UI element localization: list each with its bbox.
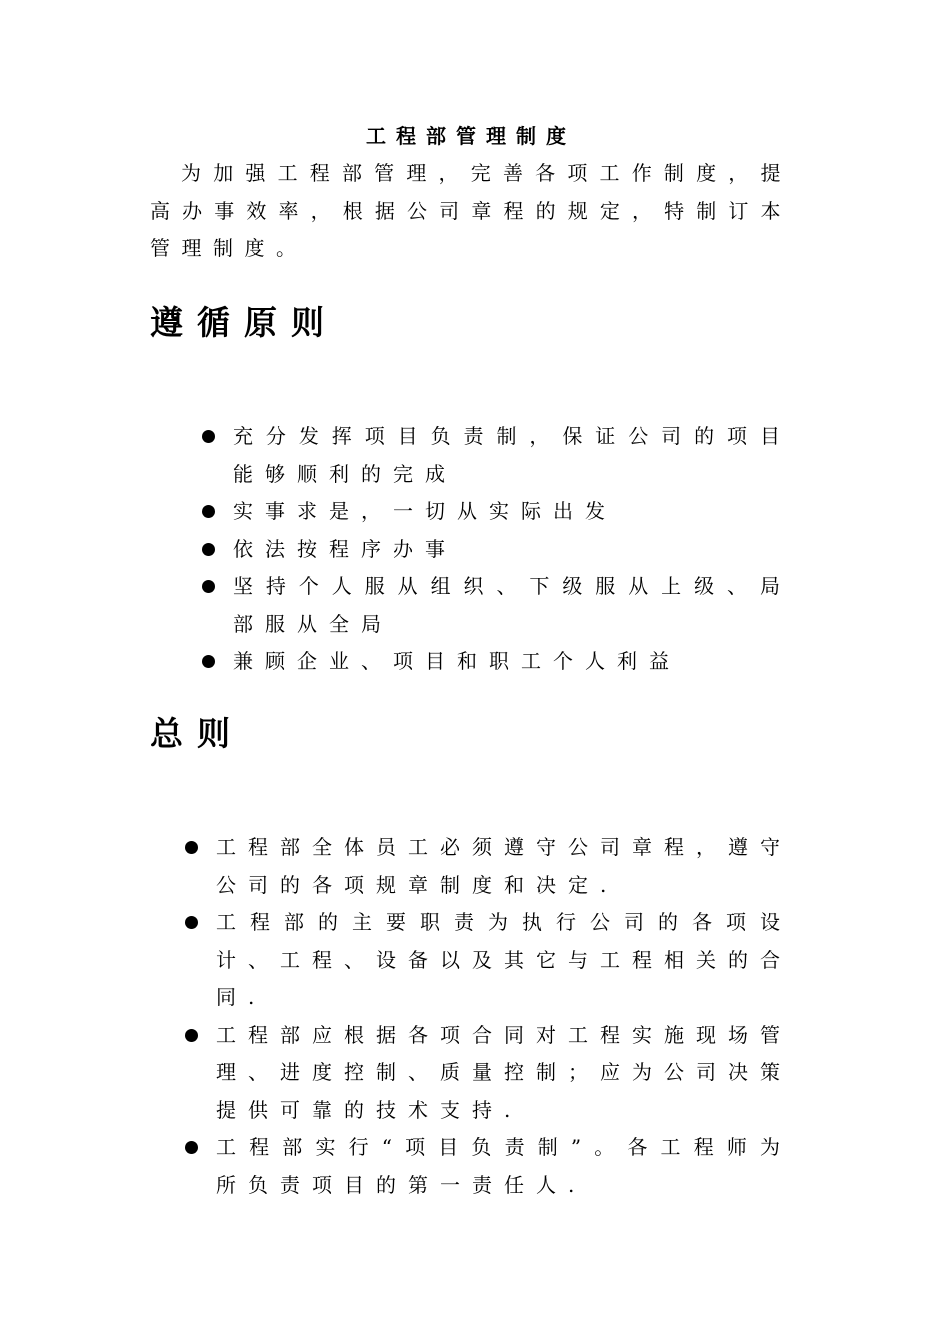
list-item xyxy=(200,418,792,493)
list-item-text: 工程部实行“项目负责制”。各工程师为所负责项目的第一责任人. xyxy=(216,1135,792,1197)
list-item xyxy=(183,829,792,904)
bullet-dot-icon xyxy=(185,1141,198,1154)
general-rules-list xyxy=(183,829,792,1204)
bullet-dot-icon xyxy=(185,841,198,854)
section-heading-general: 总则 xyxy=(150,714,244,753)
principles-list xyxy=(200,418,792,681)
intro-paragraph: 为加强工程部管理，完善各项工作制度，提高办事效率，根据公司章程的规定，特制订本管理制度。 xyxy=(150,161,792,260)
bullet-dot-icon xyxy=(202,505,215,518)
list-item xyxy=(183,904,792,1017)
list-item-text: 工程部全体员工必须遵守公司章程，遵守公司的各项规章制度和决定. xyxy=(216,835,792,897)
bullet-dot-icon xyxy=(202,580,215,593)
list-item-text: 充分发挥项目负责制，保证公司的项目能够顺利的完成 xyxy=(233,424,792,486)
document-title: 工程部管理制度 xyxy=(366,124,576,148)
bullet-dot-icon xyxy=(185,1029,198,1042)
list-item xyxy=(200,493,792,531)
list-item-text: 兼顾企业、项目和职工个人利益 xyxy=(233,649,681,673)
list-item xyxy=(200,531,792,569)
list-item-text: 实事求是，一切从实际出发 xyxy=(233,499,617,523)
list-item-text: 工程部应根据各项合同对工程实施现场管理、进度控制、质量控制；应为公司决策提供可靠的技术支持. xyxy=(216,1022,792,1122)
section-heading-principles: 遵循原则 xyxy=(150,303,338,342)
list-item-text: 依法按程序办事 xyxy=(233,536,457,561)
bullet-dot-icon xyxy=(202,430,215,443)
bullet-dot-icon xyxy=(185,916,198,929)
list-item xyxy=(183,1129,792,1204)
bullet-dot-icon xyxy=(202,655,215,668)
list-item xyxy=(200,643,792,681)
bullet-dot-icon xyxy=(202,543,215,556)
list-item xyxy=(183,1017,792,1130)
list-item xyxy=(200,568,792,643)
list-item-text: 工程部的主要职责为执行公司的各项设计、工程、设备以及其它与工程相关的合同. xyxy=(216,910,792,1009)
list-item-text: 坚持个人服从组织、下级服从上级、局部服从全局 xyxy=(233,574,792,636)
